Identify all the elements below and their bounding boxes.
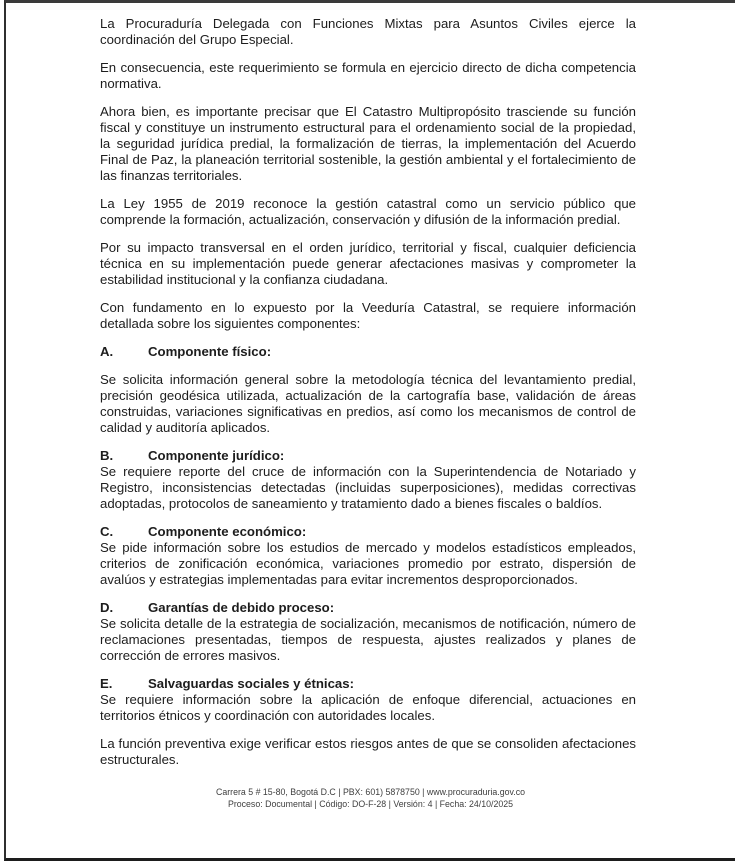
section-c (100, 524, 636, 588)
intro-paragraph-2: En consecuencia, este requerimiento se formula en ejercicio directo de dicha competencia normativa. (100, 60, 636, 91)
section-e-title: Salvaguardas sociales y étnicas: (148, 676, 354, 691)
section-d-title: Garantías de debido proceso: (148, 600, 335, 615)
section-c-title: Componente económico: (148, 524, 307, 539)
section-a (100, 344, 636, 436)
section-a-body: Se solicita información general sobre la metodología técnica del levantamiento predial, precisión geodésica utilizada, actualización de la cartografía base, validación de áreas construidas, variaciones significativas en predios, así como los mecanismos de control de calidad y auditoría aplicados. (100, 372, 636, 435)
footer-address-line: Carrera 5 # 15-80, Bogotá D.C | PBX: 601) 5878750 | www.procuraduria.gov.co (215, 787, 526, 797)
section-b-heading (100, 448, 636, 464)
document-body (6, 3, 735, 768)
page-footer (6, 787, 735, 810)
intro-paragraph-3: Ahora bien, es importante precisar que El Catastro Multipropósito trasciende su función fiscal y constituye un instrumento estructural para el ordenamiento social de la propiedad, la seguridad jurídica predial, la formalización de tierras, la implementación del Acuerdo Final de Paz, la planeación territorial sostenible, la gestión ambiental y el fortalecimiento de las finanzas territoriales. (100, 104, 636, 183)
section-a-title: Componente físico: (148, 344, 272, 359)
footer-process-line: Proceso: Documental | Código: DO-F-28 | Versión: 4 | Fecha: 24/10/2025 (227, 798, 514, 809)
section-a-letter: A. (100, 344, 114, 359)
section-e (100, 676, 636, 724)
section-d (100, 600, 636, 664)
intro-paragraph-1: La Procuraduría Delegada con Funciones Mixtas para Asuntos Civiles ejerce la coordinación del Grupo Especial. (100, 16, 636, 47)
section-b-body: Se requiere reporte del cruce de información con la Superintendencia de Notariado y Registro, inconsistencias detectadas (incluidas superposiciones), medidas correctivas adoptadas, protocolos de saneamiento y tratamiento dado a bienes fiscales o baldíos. (100, 464, 636, 511)
section-d-heading (100, 600, 636, 616)
section-c-heading (100, 524, 636, 540)
section-c-body: Se pide información sobre los estudios de mercado y modelos estadísticos empleados, criterios de zonificación económica, variaciones promedio por estrato, dispersión de avalúos y estrategias implementadas para evitar incrementos desproporcionados. (100, 540, 636, 587)
section-d-letter: D. (100, 600, 114, 615)
section-b (100, 448, 636, 512)
document-page (4, 0, 735, 861)
section-e-heading (100, 676, 636, 692)
intro-paragraph-5: Por su impacto transversal en el orden jurídico, territorial y fiscal, cualquier deficiencia técnica en su implementación puede generar afectaciones masivas y comprometer la estabilidad institucional y la confianza ciudadana. (100, 240, 636, 287)
closing-paragraph: La función preventiva exige verificar estos riesgos antes de que se consoliden afectaciones estructurales. (100, 736, 636, 767)
section-e-body: Se requiere información sobre la aplicación de enfoque diferencial, actuaciones en territorios étnicos y coordinación con autoridades locales. (100, 692, 636, 723)
section-c-letter: C. (100, 524, 114, 539)
section-a-heading (100, 344, 636, 360)
intro-paragraph-4: La Ley 1955 de 2019 reconoce la gestión catastral como un servicio público que comprende la formación, actualización, conservación y difusión de la información predial. (100, 196, 636, 227)
section-d-body: Se solicita detalle de la estrategia de socialización, mecanismos de notificación, número de reclamaciones presentadas, tiempos de respuesta, ajustes realizados y planes de corrección de errores masivos. (100, 616, 636, 663)
section-b-letter: B. (100, 448, 114, 463)
section-b-title: Componente jurídico: (148, 448, 285, 463)
intro-paragraph-6: Con fundamento en lo expuesto por la Veeduría Catastral, se requiere información detallada sobre los siguientes componentes: (100, 300, 636, 331)
section-e-letter: E. (100, 676, 113, 691)
